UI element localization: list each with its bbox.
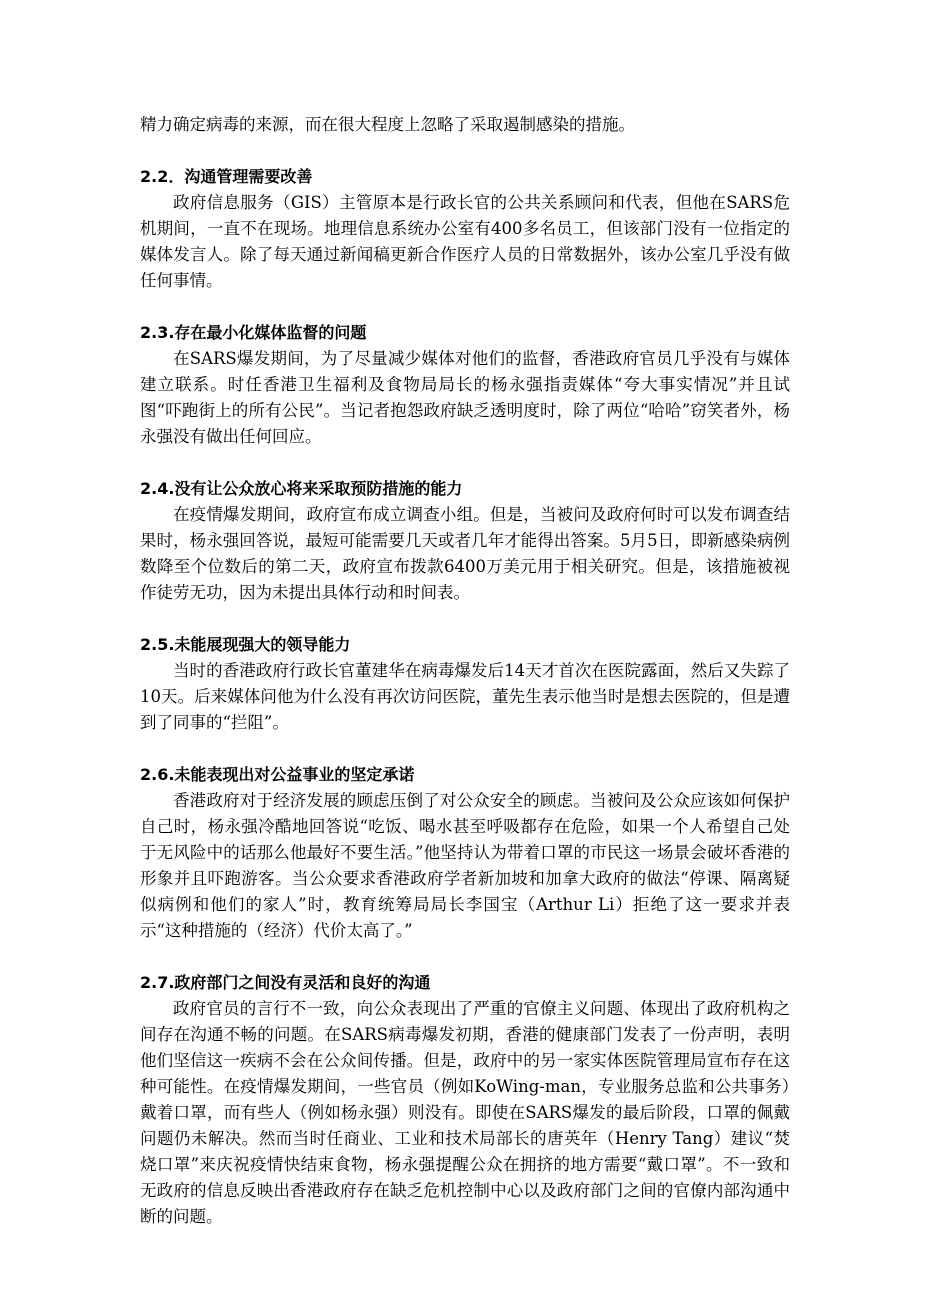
section-2-6 xyxy=(140,762,790,944)
section-heading: 2.3.存在最小化媒体监督的问题 xyxy=(140,323,367,342)
section-body: 在SARS爆发期间，为了尽量减少媒体对他们的监督，香港政府官员几乎没有与媒体建立联系。时任香港卫生福利及食物局局长的杨永强指责媒体“夸大事实情况”并且试图“吓跑街上的所有公民”。当记者抱怨政府缺乏透明度时，除了两位“哈哈”窃笑者外，杨永强没有做出任何回应。 xyxy=(140,349,790,446)
section-body: 当时的香港政府行政长官董建华在病毒爆发后14天才首次在医院露面，然后又失踪了10天。后来媒体问他为什么没有再次访问医院，董先生表示他当时是想去医院的，但是遭到了同事的“拦阻”。 xyxy=(140,661,790,732)
section-body: 在疫情爆发期间，政府宣布成立调查小组。但是，当被问及政府何时可以发布调查结果时，杨永强回答说，最短可能需要几天或者几年才能得出答案。5月5日，即新感染病例数降至个位数后的第二天，政府宣布拨款6400万美元用于相关研究。但是，该措施被视作徒劳无功，因为未提出具体行动和时间表。 xyxy=(140,505,790,602)
section-heading: 2.6.未能表现出对公益事业的坚定承诺 xyxy=(140,765,415,784)
section-2-7 xyxy=(140,970,790,1230)
section-body: 政府官员的言行不一致，向公众表现出了严重的官僚主义问题、体现出了政府机构之间存在沟通不畅的问题。在SARS病毒爆发初期，香港的健康部门发表了一份声明，表明他们坚信这一疾病不会在公众间传播。但是，政府中的另一家实体医院管理局宣布存在这种可能性。在疫情爆发期间，一些官员（例如KoWing-man，专业服务总监和公共事务）戴着口罩，而有些人（例如杨永强）则没有。即使在SARS爆发的最后阶段，口罩的佩戴问题仍未解决。然而当时任商业、工业和技术局部长的唐英年（Henry Tang）建议“焚烧口罩”来庆祝疫情快结束食物，杨永强提醒公众在拥挤的地方需要“戴口罩”。不一致和无政府的信息反映出香港政府存在缺乏危机控制中心以及政府部门之间的官僚内部沟通中断的问题。 xyxy=(140,999,790,1226)
intro-paragraph: 精力确定病毒的来源，而在很大程度上忽略了采取遏制感染的措施。 xyxy=(140,115,635,134)
section-heading: 2.5.未能展现强大的领导能力 xyxy=(140,635,351,654)
section-2-4 xyxy=(140,476,790,606)
document-page xyxy=(140,112,790,1230)
section-2-2 xyxy=(140,164,790,294)
section-2-5 xyxy=(140,632,790,736)
section-2-3 xyxy=(140,320,790,450)
section-heading: 2.2．沟通管理需要改善 xyxy=(140,167,313,186)
section-heading: 2.7.政府部门之间没有灵活和良好的沟通 xyxy=(140,973,431,992)
section-body: 香港政府对于经济发展的顾虑压倒了对公众安全的顾虑。当被问及公众应该如何保护自己时，杨永强冷酷地回答说“吃饭、喝水甚至呼吸都存在危险，如果一个人希望自己处于无风险中的话那么他最好不要生活。”他坚持认为带着口罩的市民这一场景会破坏香港的形象并且吓跑游客。当公众要求香港政府学者新加坡和加拿大政府的做法“停课、隔离疑似病例和他们的家人”时，教育统筹局局长李国宝（Arthur Li）拒绝了这一要求并表示“这种措施的（经济）代价太高了。” xyxy=(140,791,790,940)
section-body: 政府信息服务（GIS）主管原本是行政长官的公共关系顾问和代表，但他在SARS危机期间，一直不在现场。地理信息系统办公室有400多名员工，但该部门没有一位指定的媒体发言人。除了每天通过新闻稿更新合作医疗人员的日常数据外，该办公室几乎没有做任何事情。 xyxy=(140,193,790,290)
section-heading: 2.4.没有让公众放心将来采取预防措施的能力 xyxy=(140,479,463,498)
